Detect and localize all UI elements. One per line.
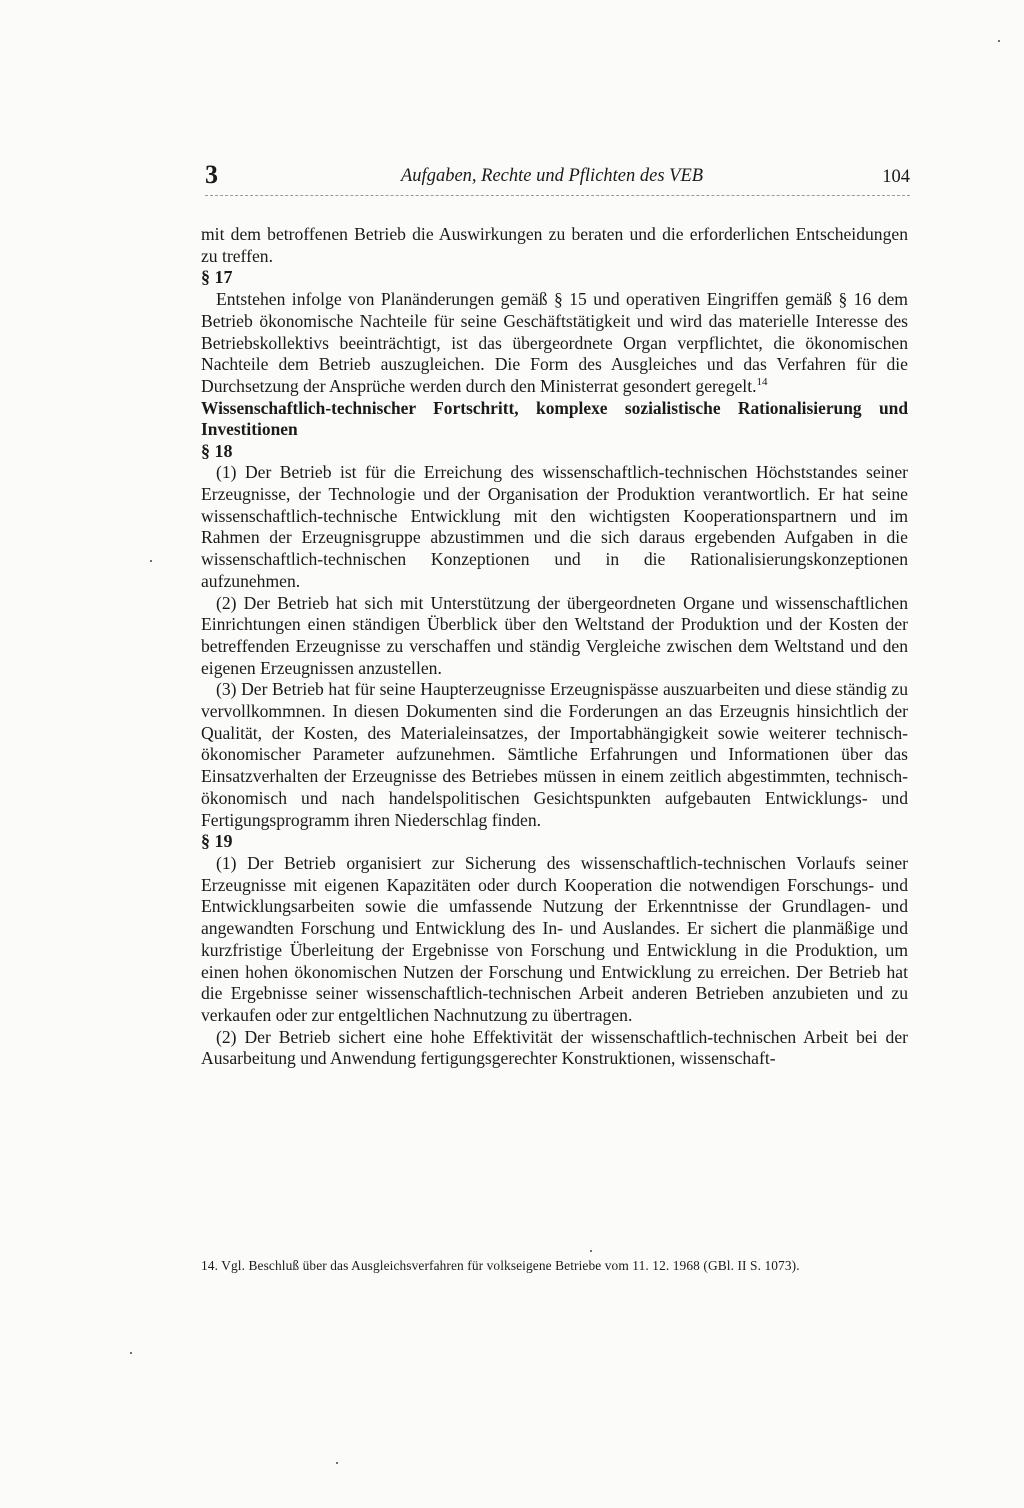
page-number: 104 [882,167,910,187]
scan-speck [130,1352,132,1354]
running-title: Aufgaben, Rechte und Pflichten des VEB [401,166,704,186]
section-18-mark: § 18 [201,440,233,461]
footnote: 14. Vgl. Beschluß über das Ausgleichsverfahren für volkseigene Betriebe vom 11. 12. 1968 (GBl. II S. 1073). [201,1258,800,1273]
section-17-text: Entstehen infolge von Planänderungen gemäß § 15 und operativen Eingriffen gemäß § 16 dem Betrieb ökonomische Nachteile für seine Geschäftstätigkeit und wird das materielle Interesse des Betriebskollektivs beeinträchtigt, ist das übergeordnete Organ verpflichtet, die ökonomischen Nachteile dem Betrieb auszugleichen. Die Form des Ausgleiches und das Verfahren für die Durchsetzung der Ansprüche werden durch den Ministerrat gesondert geregelt. [201,289,908,396]
section-heading: Wissenschaftlich-technischer Fortschritt, komplexe sozialistische Rationalisierung und Investitionen [201,397,908,440]
page-header [205,160,910,196]
continuation-paragraph: mit dem betroffenen Betrieb die Auswirkungen zu beraten und die erforderlichen Entscheidungen zu treffen. [201,224,908,266]
footnote-ref: 14 [756,376,768,389]
section-18-para-2: (2) Der Betrieb hat sich mit Unterstützung der übergeordneten Organe und wissenschaftlichen Einrichtungen einen ständigen Überblick über den Weltstand der Produktion und der Kosten der betreffenden Erzeugnisse zu verschaffen und ständig Vergleiche zwischen dem Weltstand und den eigenen Erzeugnissen anzustellen. [201,592,908,678]
section-17-paragraph [201,289,908,398]
section-19-para-2: (2) Der Betrieb sichert eine hohe Effektivität der wissenschaftlich-technischen Arbeit bei der Ausarbeitung und Anwendung fertigungsgerechter Konstruktionen, wissenschaft- [201,1026,908,1069]
section-17-mark: § 17 [201,267,233,288]
scan-speck [150,560,152,562]
section-19-mark: § 19 [201,831,233,852]
scan-speck [590,1250,592,1252]
section-18-para-1: (1) Der Betrieb ist für die Erreichung des wissenschaftlich-technischen Höchststandes seiner Erzeugnisse, der Technologie und der Organisation der Produktion verantwortlich. Er hat seine wissenschaftlich-technische Entwicklung mit den wichtigsten Kooperationspartnern und im Rahmen der Erzeugnisgruppe abzustimmen und die sich daraus ergebenden Aufgaben in die wissenschaftlich-technischen Konzeptionen und in die Rationalisierungskonzeptionen aufzunehmen. [201,462,908,591]
scan-speck [998,40,1000,42]
chapter-number: 3 [205,160,218,189]
scan-speck [336,1462,338,1464]
section-18-para-3: (3) Der Betrieb hat für seine Haupterzeugnisse Erzeugnispässe auszuarbeiten und diese ständig zu vervollkommnen. In diesen Dokumenten sind die Forderungen an das Erzeugnis hinsichtlich der Qualität, der Kosten, des Materialeinsatzes, der Importabhängigkeit sowie weiterer technisch-ökonomischer Parameter aufzunehmen. Sämtliche Erfahrungen und Informationen über das Einsatzverhalten der Erzeugnisse des Betriebes müssen in einem zeitlich abgestimmten, technisch-ökonomisch und nach handelspolitischen Gesichtspunkten aufgebauten Entwicklungs- und Fertigungsprogramm ihren Niederschlag finden. [201,679,908,830]
body-text [201,224,908,1070]
header-rule [205,195,910,196]
section-19-para-1: (1) Der Betrieb organisiert zur Sicherung des wissenschaftlich-technischen Vorlaufs seiner Erzeugnisse mit eigenen Kapazitäten oder durch Kooperation die notwendigen Forschungs- und Entwicklungsarbeiten sowie die umfassende Nutzung der Erkenntnisse der Grundlagen- und angewandten Forschung und Entwicklung des In- und Auslandes. Er sichert die planmäßige und kurzfristige Überleitung der Ergebnisse von Forschung und Entwicklung in die Produktion, um einen hohen ökonomischen Nutzen der Forschung und Entwicklung zu erreichen. Der Betrieb hat die Ergebnisse seiner wissenschaftlich-technischen Arbeit anderen Betrieben anzubieten und zu verkaufen oder zur entgeltlichen Nachnutzung zu übertragen. [201,852,908,1025]
